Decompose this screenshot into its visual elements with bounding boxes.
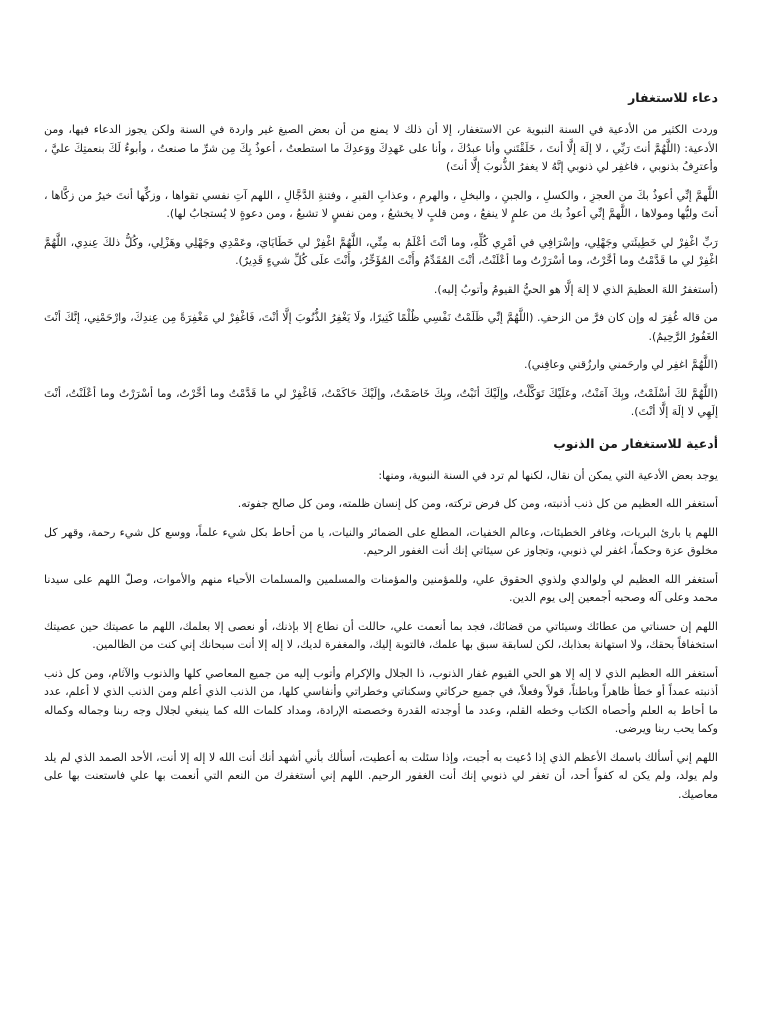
paragraph: اللَّهمَّ إنِّي أعوذُ بكَ من العجزِ ، والكسلِ ، والجبنِ ، والبخلِ ، والهرمِ ، وعذابِ القبرِ ، وفتنةِ الدَّجَّالِ ، اللهم آتِ نفسي تقواها ، وزكِّها أنتَ خيرُ من زكَّاها ، أنتَ وليُّها ومولاها ، اللَّهمَّ إنِّي أعوذُ بك من علمٍ لا ينفعُ ، ومن قلبٍ لا يخشعُ ، ومن نفسٍ لا تشبعُ ، ومن دعوةٍ لا يُستجابُ لها). [44,188,718,220]
paragraph: (أستغفرُ اللهَ العظيمَ الذي لا إلهَ إلَّا هو الحيُّ القيومُ وأتوبُ إليه). [433,282,718,296]
paragraph: أستغفر الله العظيم لي ولوالدي ولذوي الحقوق علي، وللمؤمنين والمؤمنات والمسلمين والمسلمات الأحياء منهم والأموات، وصلّ اللهم على سيدنا محمد وعلى آله وصحبه أجمعين إلى يوم الدين. [44,572,718,604]
paragraph: اللهم إني أسألك باسمك الأعظم الذي إذا دُعيت به أجبت، وإذا سئلت به أعطيت، أسألك بأني أشهد أنك أنت الله لا إله إلا أنت، الأحد الصمد الذي لم يلد ولم يولد، ولم يكن له كفواً أحد، أن تغفر لي ذنوبي إنك أنت الغفور الرحيم. اللهم إني أستغفرك من النعم التي أنعمت بها علي فاستعنت بها على معاصيك. [44,750,718,801]
paragraph: من قاله غُفِرَ له وإن كان فرَّ من الزحفِ. (اللَّهُمَّ إنِّي ظَلَمْتُ نَفْسِي ظُلْمًا كَثِيرًا، ولَا يَغْفِرُ الذُّنُوبَ إلَّا أنْتَ، فَاغْفِرْ لي مَغْفِرَةً مِن عِندِكَ، وارْحَمْنِي، إنَّكَ أنْتَ الغَفُورُ الرَّحِيمُ). [44,311,718,343]
paragraph: (اللَّهُمَّ لكَ أسْلَمْتُ، وبِكَ آمَنْتُ، وعَلَيْكَ تَوَكَّلْتُ، وإلَيْكَ أنَبْتُ، وبِكَ خَاصَمْتُ، وإلَيْكَ حَاكَمْتُ، فَاغْفِرْ لي ما قَدَّمْتُ وما أخَّرْتُ، وما أسْرَرْتُ وما أعْلَنْتُ، أنْتَ إلَهِي لا إلَهَ إلَّا أنْتَ). [44,386,718,418]
paragraph: يوجد بعض الأدعية التي يمكن أن نقال، لكنها لم ترد في السنة النبوية، ومنها: [378,468,718,482]
page-title: دعاء للاستغفار [628,90,718,105]
paragraph: أستغفر الله العظيم الذي لا إله إلا هو الحي القيوم غفار الذنوب، ذا الجلال والإكرام وأتوب إليه من جميع المعاصي كلها والذنوب والآثام، ومن كل ذنب أذنبته عمداً أو خطأ ظاهراً وباطناً، قولاً وفعلاً، في جميع حركاتي وسكناتي وخطراتي وأنفاسي كلها، من الذنب الذي أعلم ومن الذنب الذي لا أعلم، عدد ما أحاط به العلم وأحصاه الكتاب وخطه القلم، وعدد ما أوجدته القدرة وخصصته الإرادة، ومداد كلمات الله كما ينبغي لجلال وجه ربنا وجماله وكماله وكما يحب ربنا ويرضى. [44,666,718,735]
paragraph: اللهم يا بارئ البريات، وغافر الخطيئات، وعالم الخفيات، المطلع على الضمائر والنيات، يا من أحاط بكل شيء علماً، ووسع كل شيء رحمة، وقهر كل مخلوق عزة وحكماً، اغفر لي ذنوبي، وتجاوز عن سيئاتي إنك أنت الغفور الرحيم. [44,525,718,557]
paragraph: اللهم إن حسناتي من عطائك وسيئاتي من قضائك، فجد بما أنعمت علي، حاللت أن نطاع إلا بإذنك، أو نعصى إلا بعلمك، اللهم ما عصيتك حين عصيتك استخفافاً بحقك، ولا استهانة بعذابك، لكن لسابقة سبق بها علمك، فالتوبة إليك، والمغفرة لديك، لا إله إلا أنت سبحانك إني كنت من الظالمين. [44,619,718,651]
section-heading: أدعية للاستغفار من الذنوب [553,435,718,451]
paragraph: وردت الكثير من الأدعية في السنة النبوية عن الاستغفار، إلا أن ذلك لا يمنع من أن بعض الصيغ غير واردة في السنة ولكن يجوز الدعاء فيها، ومن الأدعية: (اللَّهُمَّ أنتَ رَبِّي ، لا إلَهَ إلَّا أنتَ ، خَلَقْتَني وأنا عبدُكَ ، وأنا على عَهدِكَ ووَعدِكَ ما استطعتُ ، أعوذُ بِكَ مِن شرِّ ما صنعتُ ، وأبوءُ لَكَ بنعمتِكَ عليَّ ، وأعترِفُ بذنوبي ، فاغفِر لي ذنوبي إنَّهُ لا يغفرُ الذُّنوبَ إلَّا أنتَ) [44,123,718,173]
paragraph: (اللَّهُمَّ اغفِر لي وارحَمني وارزُقني وعافِني). [523,358,718,371]
paragraph: رَبِّ اغْفِرْ لي خَطِيئَتي وجَهْلِي، وإسْرَافِي في أمْرِي كُلِّهِ، وما أنْتَ أعْلَمُ به مِنِّي، اللَّهُمَّ اغْفِرْ لي خَطَايَايَ، وعَمْدِي وجَهْلِي وهَزْلِي، وكُلُّ ذلكَ عِندِي، اللَّهُمَّ اغْفِرْ لي ما قَدَّمْتُ وما أخَّرْتُ، وما أسْرَرْتُ وما أعْلَنْتُ، أنْتَ المُقَدِّمُ وأَنْتَ المُؤَخِّرُ، وأَنْتَ علَى كُلِّ شيءٍ قَدِيرٌ). [44,235,718,267]
paragraph: أستغفر الله العظيم من كل ذنب أذنبته، ومن كل فرض تركته، ومن كل إنسان ظلمته، ومن كل صالح جفوته. [237,497,718,510]
